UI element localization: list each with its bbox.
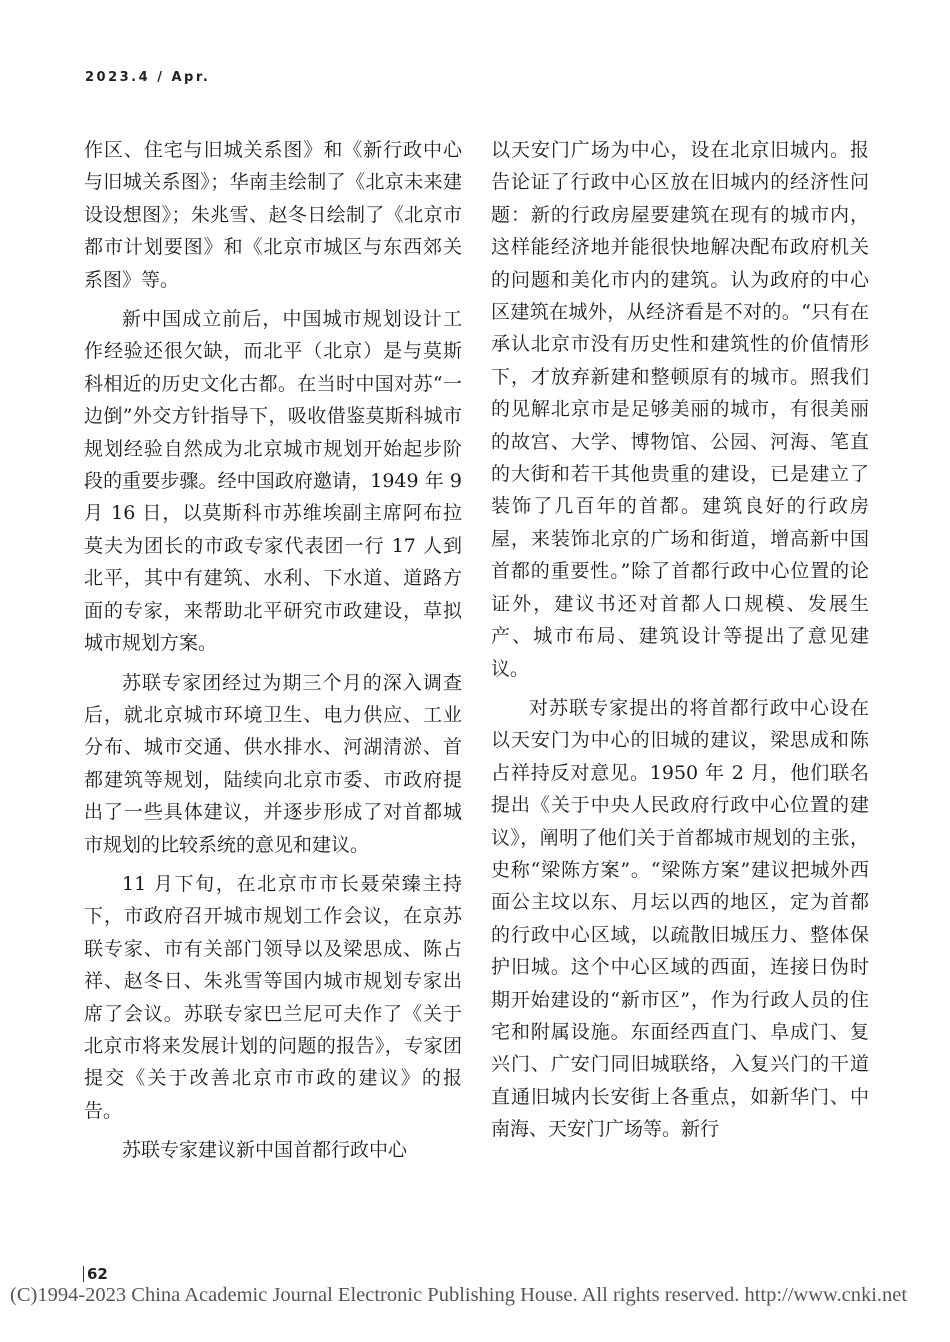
issue-header: 2023.4 / Apr. <box>85 70 211 85</box>
right-column <box>491 134 869 1153</box>
paragraph: 11 月下旬，在北京市市长聂荣臻主持下，市政府召开城市规划工作会议，在京苏联专家、市有关部门领导以及梁思成、陈占祥、赵冬日、朱兆雪等国内城市规划专家出席了会议。苏联专家巴兰尼可夫作了《关于北京市将来发展计划的问题的报告》，专家团提交《关于改善北京市市政的建议》的报告。 <box>84 872 462 1122</box>
left-column <box>84 134 462 1174</box>
paragraph: 苏联专家建议新中国首都行政中心 <box>122 1139 408 1162</box>
paragraph: 对苏联专家提出的将首都行政中心设在以天安门为中心的旧城的建议，梁思成和陈占祥持反对意见。1950 年 2 月，他们联名提出《关于中央人民政府行政中心位置的建议》，阐明了他们关于首都城市规划的主张，史称“梁陈方案”。“梁陈方案”建议把城外西面公主坟以东、月坛以西的地区，定为首都的行政中心区域，以疏散旧城压力、整体保护旧城。这个中心区域的西面，连接日伪时期开始建设的“新市区”，作为行政人员的住宅和附属设施。东面经西直门、阜成门、复兴门、广安门同旧城联络，入复兴门的干道直通旧城内长安街上各重点，如新华门、中南海、天安门广场等。新行 <box>491 696 869 1141</box>
page-number: 62 <box>83 1266 108 1282</box>
paragraph: 作区、住宅与旧城关系图》和《新行政中心与旧城关系图》；华南圭绘制了《北京未来建设设想图》；朱兆雪、赵冬日绘制了《北京市都市计划要图》和《北京市城区与东西郊关系图》等。 <box>84 139 462 291</box>
copyright-notice: (C)1994-2023 China Academic Journal Electronic Publishing House. All rights reserved. http://www.cnki.net <box>10 1284 908 1306</box>
paragraph: 苏联专家团经过为期三个月的深入调查后，就北京城市环境卫生、电力供应、工业分布、城市交通、供水排水、河湖清淤、首都建筑等规划，陆续向北京市委、市政府提出了一些具体建议，并逐步形成了对首都城市规划的比较系统的意见和建议。 <box>84 671 462 856</box>
paragraph: 以天安门广场为中心，设在北京旧城内。报告论证了行政中心区放在旧城内的经济性问题：新的行政房屋要建筑在现有的城市内，这样能经济地并能很快地解决配布政府机关的问题和美化市内的建筑。认为政府的中心区建筑在城外，从经济看是不对的。“只有在承认北京市没有历史性和建筑性的价值情形下，才放弃新建和整顿原有的城市。照我们的见解北京市是足够美丽的城市，有很美丽的故宫、大学、博物馆、公园、河海、笔直的大街和若干其他贵重的建设，已是建立了装饰了几百年的首都。建筑良好的行政房屋，来装饰北京的广场和街道，增高新中国首都的重要性。”除了首都行政中心位置的论证外，建议书还对首都人口规模、发展生产、城市布局、建筑设计等提出了意见建议。 <box>491 139 869 680</box>
paragraph: 新中国成立前后，中国城市规划设计工作经验还很欠缺，而北平（北京）是与莫斯科相近的历史文化古都。在当时中国对苏“一边倒”外交方针指导下，吸收借鉴莫斯科城市规划经验自然成为北京城市规划开始起步阶段的重要步骤。经中国政府邀请，1949 年 9 月 16 日，以莫斯科市苏维埃副主席阿布拉莫夫为团长的市政专家代表团一行 17 人到北平，其中有建筑、水利、下水道、道路方面的专家，来帮助北平研究市政建设，草拟城市规划方案。 <box>84 308 462 655</box>
